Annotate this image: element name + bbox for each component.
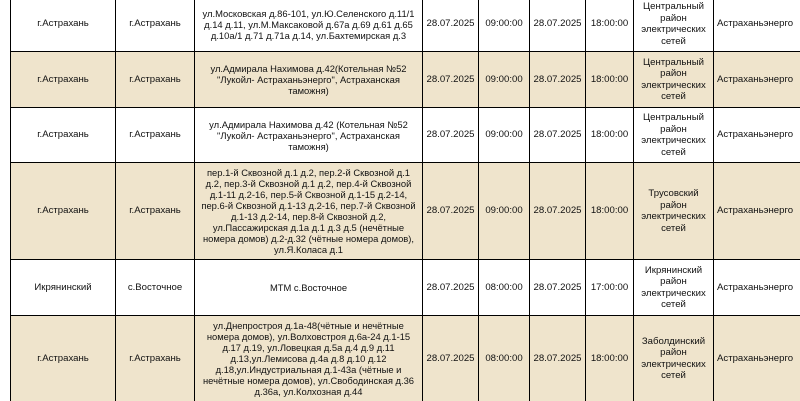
address-cell: ул.Московская д.86-101, ул.Ю.Селенского д.11/1 д.14 д.11, ул.М.Максаковой д.67а д.69 д.61 д.65 д.10а/1 д.71 д.71а д.14, ул.Бахтемирская д.3 [195, 0, 423, 52]
end-date-cell: 28.07.2025 [530, 108, 586, 163]
outage-table [10, 0, 800, 401]
district-cell: г.Астрахань [11, 52, 116, 108]
company-cell: Астраханьэнерго [714, 260, 800, 316]
company-cell: Астраханьэнерго [714, 0, 800, 52]
district-cell: г.Астрахань [11, 163, 116, 260]
district-cell: г.Астрахань [11, 0, 116, 52]
outage-rows [11, 0, 800, 401]
start-time-cell: 08:00:00 [479, 316, 530, 401]
start-date-cell: 28.07.2025 [423, 260, 479, 316]
end-date-cell: 28.07.2025 [530, 260, 586, 316]
network-cell: Центральный район электрических сетей [634, 52, 714, 108]
network-cell: Центральный район электрических сетей [634, 0, 714, 52]
start-date-cell: 28.07.2025 [423, 316, 479, 401]
table-row [11, 108, 800, 163]
end-time-cell: 17:00:00 [586, 260, 634, 316]
company-cell: Астраханьэнерго [714, 316, 800, 401]
network-cell: Центральный район электрических сетей [634, 108, 714, 163]
table-row [11, 163, 800, 260]
district-cell: г.Астрахань [11, 316, 116, 401]
table-row [11, 0, 800, 52]
locality-cell: г.Астрахань [116, 52, 195, 108]
locality-cell: г.Астрахань [116, 0, 195, 52]
start-time-cell: 09:00:00 [479, 163, 530, 260]
end-time-cell: 18:00:00 [586, 163, 634, 260]
start-date-cell: 28.07.2025 [423, 163, 479, 260]
address-cell: ул.Адмирала Нахимова д.42(Котельная №52 "Лукойл- Астраханьэнерго", Астраханская таможня) [195, 52, 423, 108]
end-time-cell: 18:00:00 [586, 52, 634, 108]
locality-cell: г.Астрахань [116, 108, 195, 163]
address-cell: пер.1-й Сквозной д.1 д.2, пер.2-й Сквозной д.1 д.2, пер.3-й Сквозной д.1 д.2, пер.4-й Сквозной д.1-11 д.2-16, пер.5-й Сквозной д.1-15 д.2-14, пер.6-й Сквозной д.1-13 д.2-16, пер.7-й Сквозной д.1-13 д.2-14, пер.8-й Сквозной д.2, ул.Пассажирская д.1а д.1 д.3 д.5 (нечётные номера домов) д.2-д.32 (чётные номера домов), ул.Я.Коласа д.1 [195, 163, 423, 260]
district-cell: г.Астрахань [11, 108, 116, 163]
district-cell: Икрянинский [11, 260, 116, 316]
start-date-cell: 28.07.2025 [423, 52, 479, 108]
address-cell: МТМ с.Восточное [195, 260, 423, 316]
end-date-cell: 28.07.2025 [530, 316, 586, 401]
company-cell: Астраханьэнерго [714, 163, 800, 260]
address-cell: ул.Адмирала Нахимова д.42 (Котельная №52 "Лукойл- Астраханьэнерго", Астраханская таможня) [195, 108, 423, 163]
company-cell: Астраханьэнерго [714, 52, 800, 108]
table-row [11, 52, 800, 108]
start-time-cell: 09:00:00 [479, 108, 530, 163]
start-time-cell: 08:00:00 [479, 260, 530, 316]
end-date-cell: 28.07.2025 [530, 0, 586, 52]
start-time-cell: 09:00:00 [479, 0, 530, 52]
end-date-cell: 28.07.2025 [530, 163, 586, 260]
table-row [11, 316, 800, 401]
locality-cell: с.Восточное [116, 260, 195, 316]
company-cell: Астраханьэнерго [714, 108, 800, 163]
network-cell: Трусовский район электрических сетей [634, 163, 714, 260]
network-cell: Икрянинский район электрических сетей [634, 260, 714, 316]
start-date-cell: 28.07.2025 [423, 108, 479, 163]
end-time-cell: 18:00:00 [586, 0, 634, 52]
end-time-cell: 18:00:00 [586, 316, 634, 401]
end-time-cell: 18:00:00 [586, 108, 634, 163]
address-cell: ул.Днепростроя д.1а-48(чётные и нечётные номера домов), ул.Волховстроя д.6а-24 д.1-15 д.17 д.19, ул.Ловецкая д.5а д.4 д.9 д.11 д.13,ул.Лемисова д.4а д.8 д.10 д.12 д.18,ул.Индустриальная д.1-43а (чётные и нечётные номера домов), ул.Свободинская д.36 д.36а, ул.Колхозная д.44 [195, 316, 423, 401]
locality-cell: г.Астрахань [116, 163, 195, 260]
start-time-cell: 09:00:00 [479, 52, 530, 108]
end-date-cell: 28.07.2025 [530, 52, 586, 108]
locality-cell: г.Астрахань [116, 316, 195, 401]
start-date-cell: 28.07.2025 [423, 0, 479, 52]
table-row [11, 260, 800, 316]
network-cell: Заболдинский район электрических сетей [634, 316, 714, 401]
